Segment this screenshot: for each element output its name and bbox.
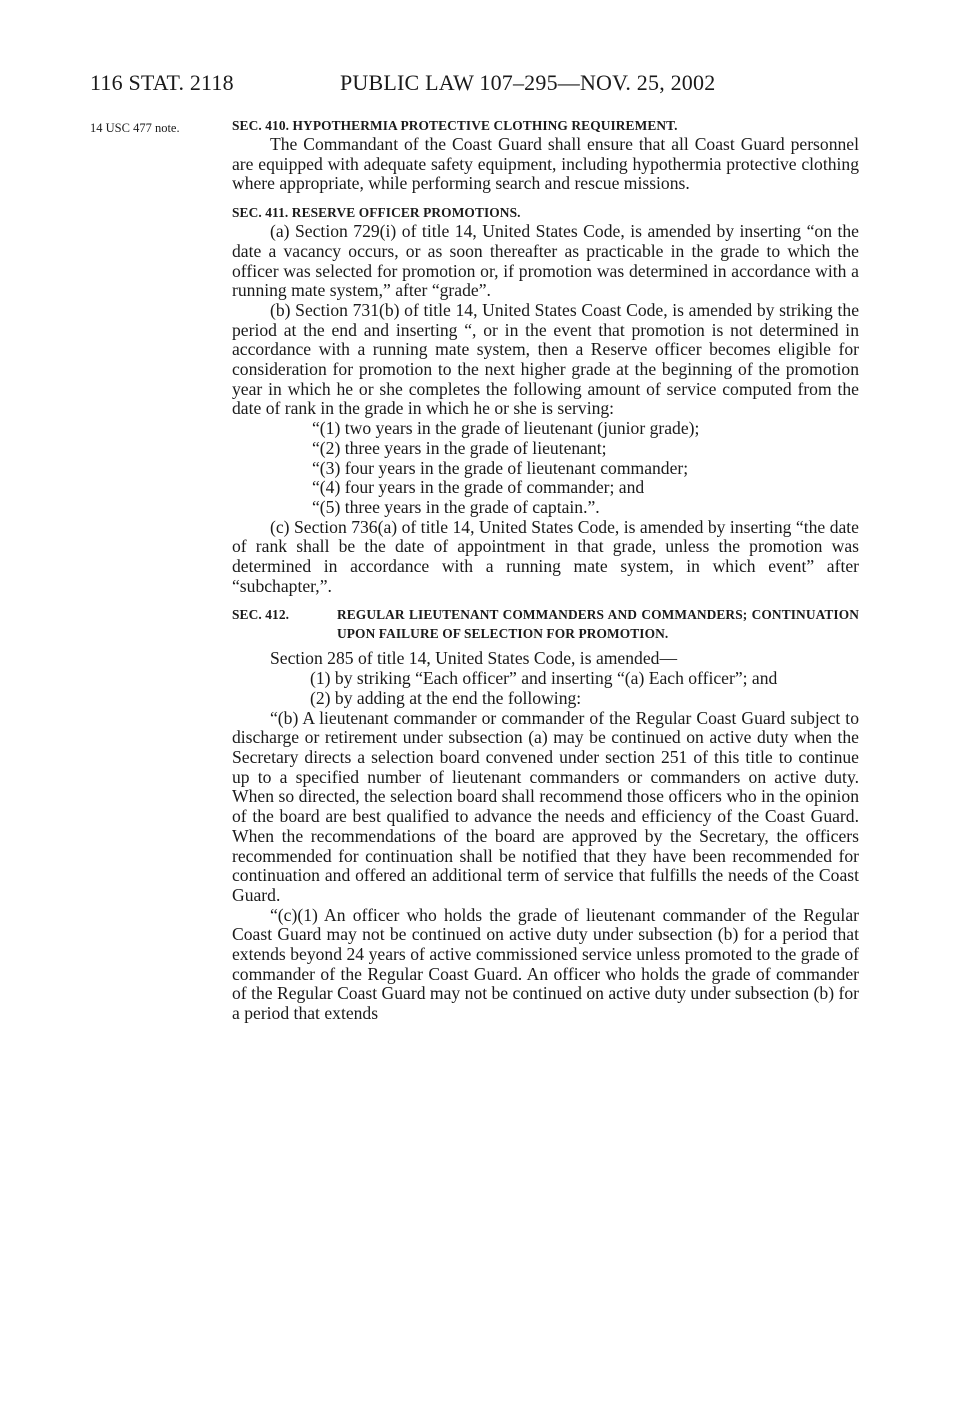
section-411-para-a: (a) Section 729(i) of title 14, United States Code, is amended by inserting “on the date a vacancy occurs, or as soon thereafter as practicable in the grade to which the officer was selected for promotion or, if promotion was determined in accordance with a running mate system,” after “grade”. (232, 221, 859, 301)
section-title: REGULAR LIEUTENANT COMMANDERS AND COMMANDERS; CONTINUATION UPON FAILURE OF SELECTION FOR PROMOTION. (337, 607, 859, 641)
section-411-heading (232, 204, 859, 222)
section-410-text: The Commandant of the Coast Guard shall ensure that all Coast Guard personnel are equipped with adequate safety equipment, including hypothermia protective clothing where appropriate, while performing search and rescue missions. (232, 134, 859, 194)
section-412-para-c1: “(c)(1) An officer who holds the grade of lieutenant commander of the Regular Coast Guard may not be continued on active duty under subsection (b) for a period that extends beyond 24 years of active commissioned service unless promoted to the grade of commander of the Regular Coast Guard. An officer who holds the grade of commander of the Regular Coast Guard may not be continued on active duty under subsection (b) for a period that extends (232, 904, 859, 1024)
section-411-para-c: (c) Section 736(a) of title 14, United States Code, is amended by inserting “the date of rank shall be the date of appointment in that grade, unless the promotion was determined in accordance with a running mate system, in which event” after “subchapter,”. (232, 516, 859, 596)
margin-note: 14 USC 477 note. (90, 121, 180, 135)
section-412-item-2: (2) by adding at the end the following: (310, 687, 582, 708)
list-item: “(2) three years in the grade of lieutenant; (312, 437, 607, 458)
section-412-item-1: (1) by striking “Each officer” and inserting “(a) Each officer”; and (310, 668, 778, 689)
stat-page-number: 116 STAT. 2118 (90, 70, 234, 95)
section-number: SEC. 412. (232, 607, 290, 623)
section-title: RESERVE OFFICER PROMOTIONS. (291, 205, 521, 221)
list-item: “(4) four years in the grade of commander; and (312, 477, 645, 498)
section-number: SEC. 410. (232, 118, 290, 133)
section-number: SEC. 411. (232, 205, 289, 221)
document-body (232, 117, 859, 1024)
section-412-heading (232, 606, 859, 643)
section-411-para-b: (b) Section 731(b) of title 14, United States Coast Code, is amended by striking the period at the end and inserting “, or in the event that promotion is not determined in accordance with a running mate system, then a Reserve officer becomes eligible for consideration for promotion to the next higher grade at the beginning of the promotion year in which he or she completes the following amount of service computed from the date of rank in the grade in which he or she is serving: (232, 299, 859, 419)
section-410-heading (232, 117, 859, 135)
section-412-intro: Section 285 of title 14, United States Code, is amended— (270, 648, 678, 669)
section-title: HYPOTHERMIA PROTECTIVE CLOTHING REQUIREMENT. (292, 118, 678, 133)
list-item: “(3) four years in the grade of lieutenant commander; (312, 457, 689, 478)
public-law-citation: PUBLIC LAW 107–295—NOV. 25, 2002 (340, 70, 716, 95)
section-412-para-b: “(b) A lieutenant commander or commander of the Regular Coast Guard subject to discharge or retirement under subsection (a) may be continued on active duty when the Secretary directs a selection board convened under section 251 of this title to continue up to a specified number of lieutenant commanders or commanders on active duty. When so directed, the selection board shall recommend those officers who in the opinion of the board are best qualified to advance the needs and efficiency of the Coast Guard. When the recommendations of the board are approved by the Secretary, the officers recommended for continuation shall be notified that they have been recommended for continuation and offered an additional term of service that fulfills the needs of the Coast Guard. (232, 707, 859, 905)
list-item: “(1) two years in the grade of lieutenant (junior grade); (312, 418, 700, 439)
list-item: “(5) three years in the grade of captain.”. (312, 496, 600, 517)
